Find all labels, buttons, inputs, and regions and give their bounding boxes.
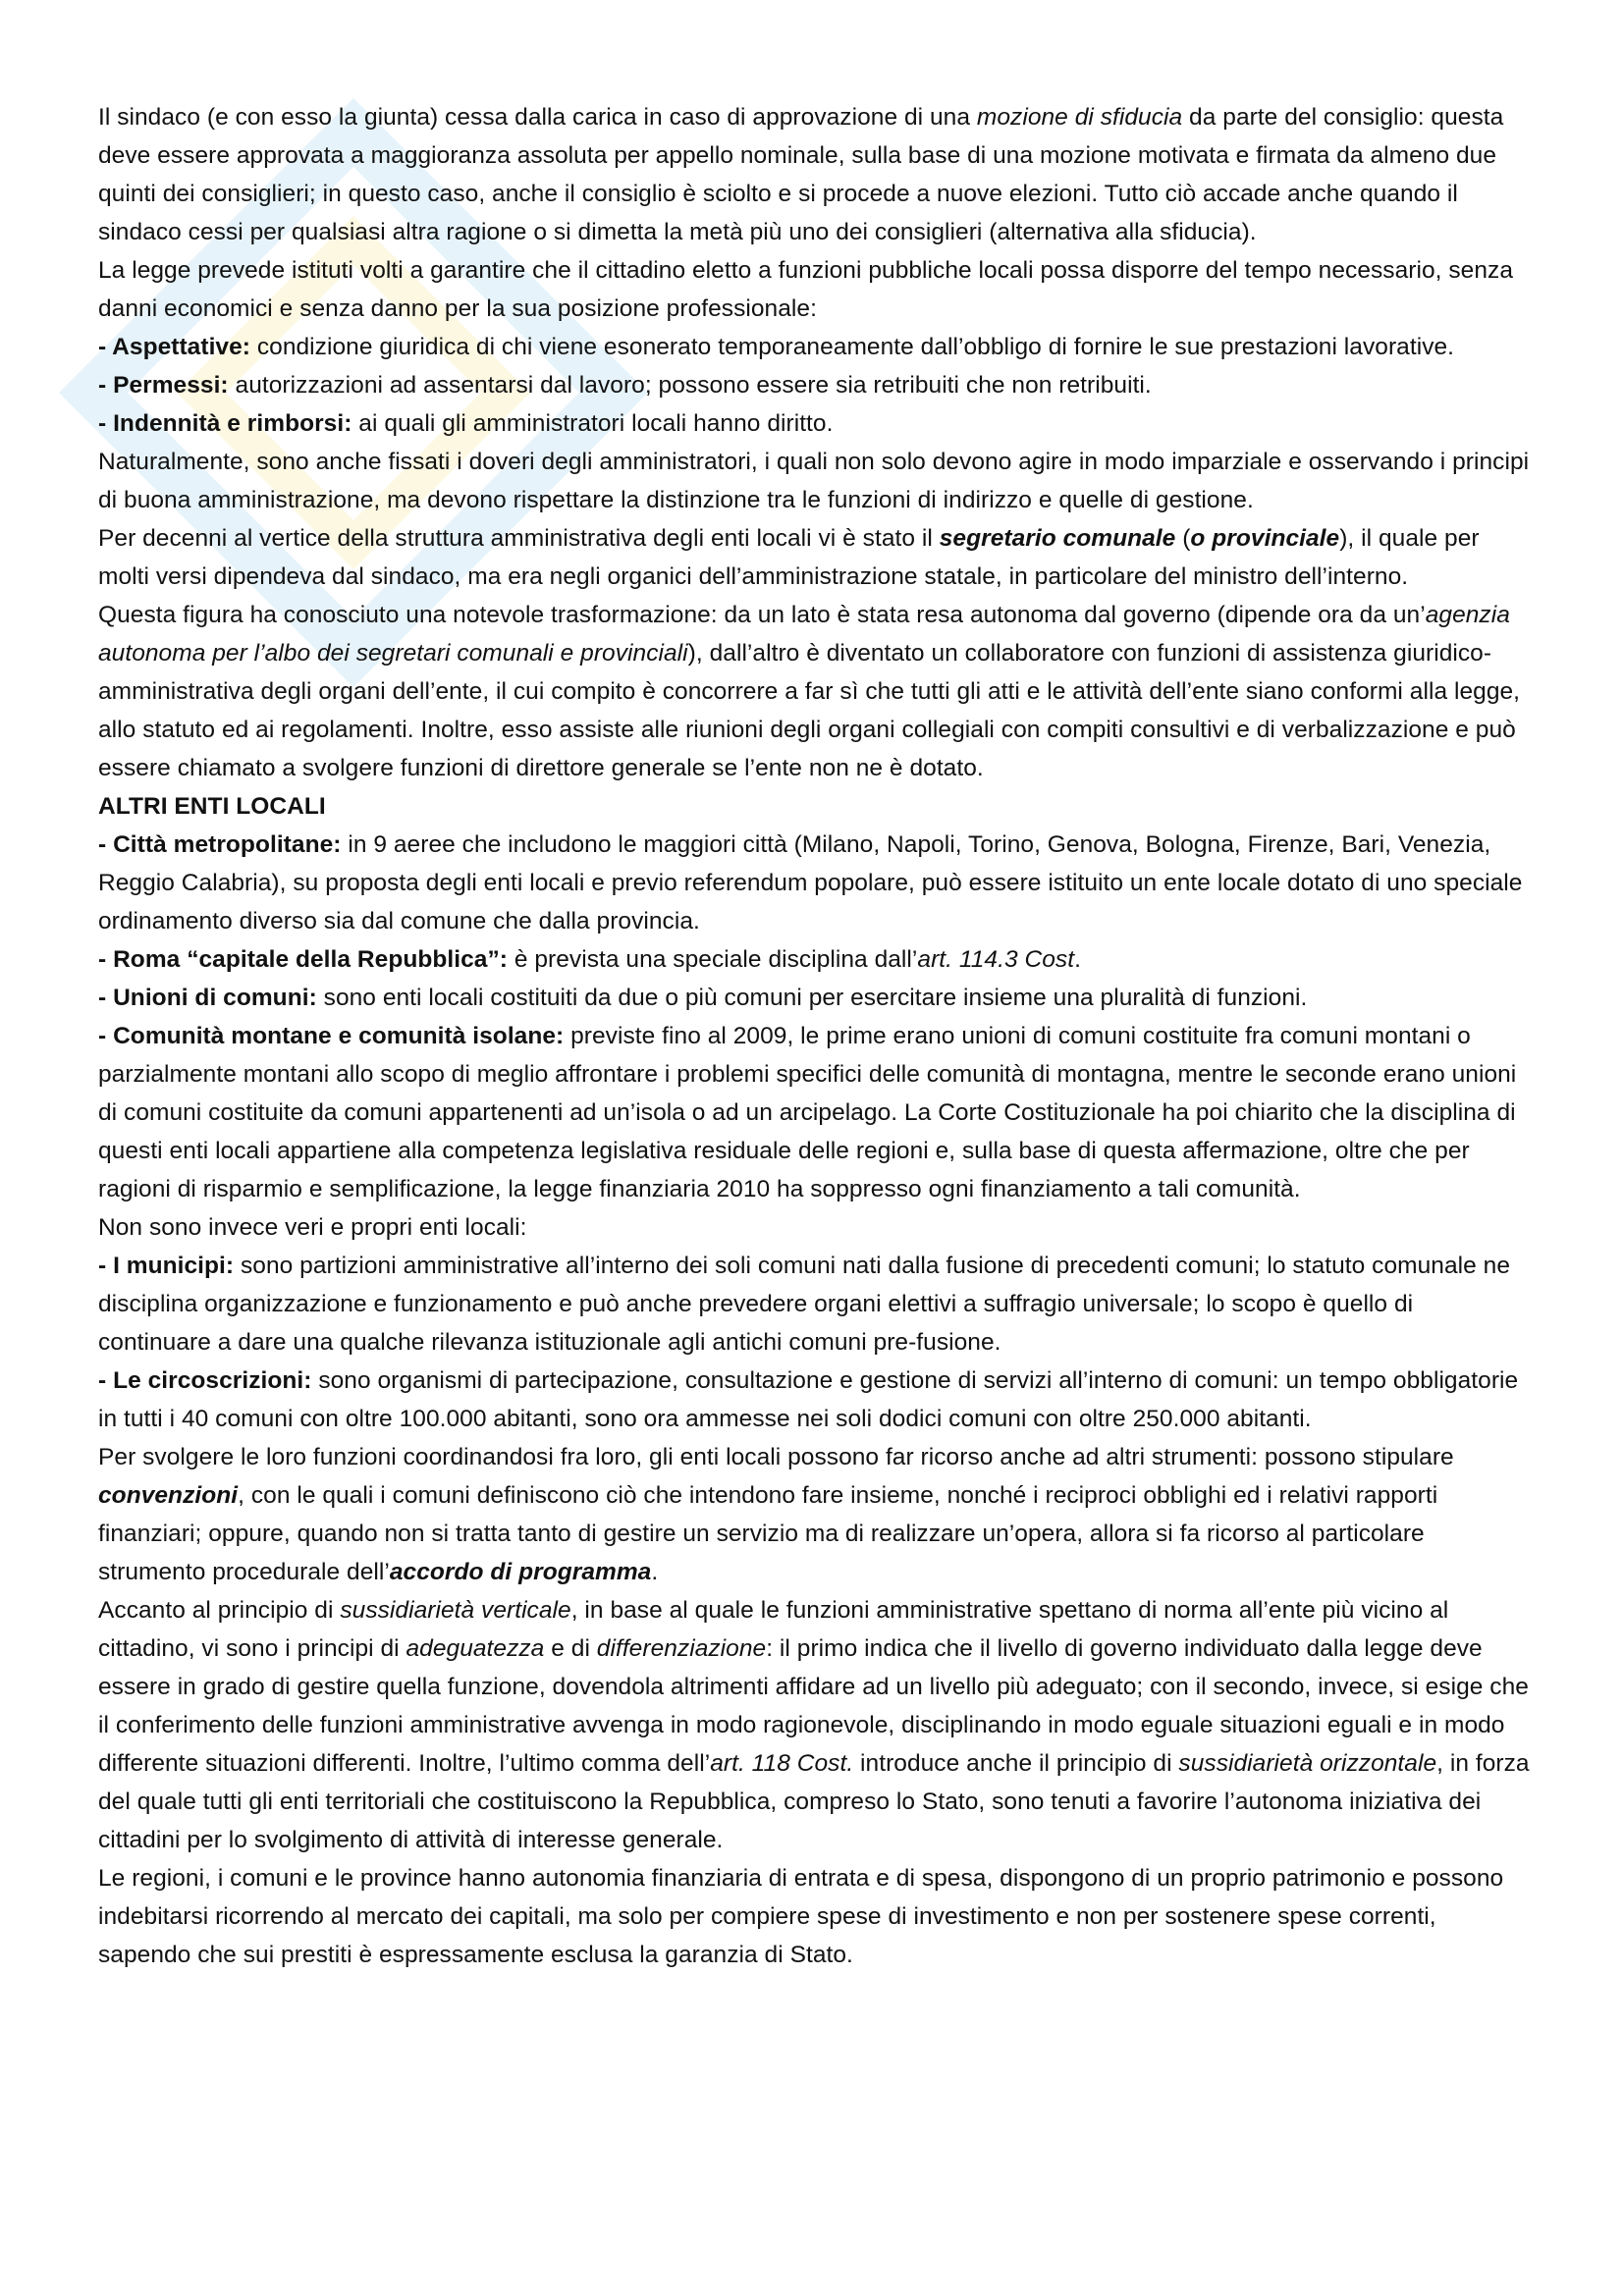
list-item-permessi: - Permessi: autorizzazioni ad assentarsi dal lavoro; possono essere sia retribuiti che non retribuiti. (98, 372, 1152, 399)
list-item-citta-metropolitane: - Città metropolitane: in 9 aeree che includono le maggiori città (Milano, Napoli, Torino, Genova, Bologna, Firenze, Bari, Venezia, Reggio Calabria), su proposta degli enti locali e previo referendum popolare, può essere istituito un ente locale dotato di uno speciale ordinamento diverso sia dal comune che dalla provincia. (98, 831, 1523, 934)
list-item-comunita: - Comunità montane e comunità isolane: previste fino al 2009, le prime erano unioni di comuni costituite fra comuni montani o parzialmente montani allo scopo di meglio affrontare i problemi specifici delle comunità di montagna, mentre le seconde erano unioni di comuni costituite da comuni appartenenti ad un’isola o ad un arcipelago. La Corte Costituzionale ha poi chiarito che la disciplina di questi enti locali appartiene alla competenza legislativa residuale delle regioni e, sulla base di questa affermazione, oltre che per ragioni di risparmio e semplificazione, la legge finanziaria 2010 ha soppresso ogni finanziamento a tali comunità. (98, 1023, 1517, 1202)
paragraph-sussidiarieta: Accanto al principio di sussidiarietà verticale, in base al quale le funzioni amministrative spettano di norma all’ente più vicino al cittadino, vi sono i principi di adeguatezza e di differenziazione: il primo indica che il livello di governo individuato dalla legge deve essere in grado di gestire quella funzione, dovendola altrimenti affidare ad un livello più adeguato; con il secondo, invece, si esige che il conferimento delle funzioni amministrative avvenga in modo ragionevole, disciplinando in modo eguale situazioni eguali e in modo differente situazioni differenti. Inoltre, l’ultimo comma dell’art. 118 Cost. introduce anche il principio di sussidiarietà orizzontale, in forza del quale tutti gli enti territoriali che costituiscono la Repubblica, compreso lo Stato, sono tenuti a favorire l’autonoma iniziativa dei cittadini per lo svolgimento di attività di interesse generale. (98, 1597, 1530, 1853)
section-heading-altri-enti: ALTRI ENTI LOCALI (98, 793, 326, 820)
list-item-aspettative: - Aspettative: condizione giuridica di chi viene esonerato temporaneamente dall’obbligo di fornire le sue prestazioni lavorative. (98, 334, 1455, 360)
paragraph-doveri: Naturalmente, sono anche fissati i doveri degli amministratori, i quali non solo devono agire in modo imparziale e osservando i principi di buona amministrazione, ma devono rispettare la distinzione tra le funzioni di indirizzo e quelle di gestione. (98, 449, 1530, 513)
paragraph-segretario: Per decenni al vertice della struttura amministrativa degli enti locali vi è stato il segretario comunale (o provinciale), il quale per molti versi dipendeva dal sindaco, ma era negli organici dell’amministrazione statale, in particolare del ministro dell’interno. (98, 525, 1480, 590)
list-item-circoscrizioni: - Le circoscrizioni: sono organismi di partecipazione, consultazione e gestione di servizi all’interno di comuni: un tempo obbligatorie in tutti i 40 comuni con oltre 100.000 abitanti, sono ora ammesse nei soli dodici comuni con oltre 250.000 abitanti. (98, 1367, 1519, 1432)
paragraph-autonomia-finanziaria: Le regioni, i comuni e le province hanno autonomia finanziaria di entrata e di spesa, dispongono di un proprio patrimonio e possono indebitarsi ricorrendo al mercato dei capitali, ma solo per compiere spese di investimento e non per sostenere spese correnti, sapendo che sui prestiti è espressamente esclusa la garanzia di Stato. (98, 1865, 1504, 1968)
paragraph-non-enti: Non sono invece veri e propri enti locali: (98, 1214, 527, 1241)
list-item-indennita: - Indennità e rimborsi: ai quali gli amministratori locali hanno diritto. (98, 410, 834, 437)
paragraph-istituti: La legge prevede istituti volti a garantire che il cittadino eletto a funzioni pubbliche locali possa disporre del tempo necessario, senza danni economici e senza danno per la sua posizione professionale: (98, 257, 1513, 322)
paragraph-trasformazione: Questa figura ha conosciuto una notevole trasformazione: da un lato è stata resa autonoma dal governo (dipende ora da un’agenzia autonoma per l’albo dei segretari comunali e provinciali), dall’altro è diventato un collaboratore con funzioni di assistenza giuridico-amministrativa degli organi dell’ente, il cui compito è concorrere a far sì che tutti gli atti e le attività dell’ente siano conformi alla legge, allo statuto ed ai regolamenti. Inoltre, esso assiste alle riunioni degli organi collegiali con compiti consultivi e di verbalizzazione e può essere chiamato a svolgere funzioni di direttore generale se l’ente non ne è dotato. (98, 602, 1521, 781)
document-page (98, 98, 1532, 1974)
paragraph-strumenti: Per svolgere le loro funzioni coordinandosi fra loro, gli enti locali possono far ricorso anche ad altri strumenti: possono stipulare convenzioni, con le quali i comuni definiscono ciò che intendono fare insieme, nonché i reciproci obblighi ed i relativi rapporti finanziari; oppure, quando non si tratta tanto di gestire un servizio ma di realizzare un’opera, allora si fa ricorso al particolare strumento procedurale dell’accordo di programma. (98, 1444, 1454, 1585)
list-item-roma: - Roma “capitale della Repubblica”: è prevista una speciale disciplina dall’art. 114.3 Cost. (98, 946, 1081, 973)
paragraph-sfiducia: Il sindaco (e con esso la giunta) cessa dalla carica in caso di approvazione di una mozione di sfiducia da parte del consiglio: questa deve essere approvata a maggioranza assoluta per appello nominale, sulla base di una mozione motivata e firmata da almeno due quinti dei consiglieri; in questo caso, anche il consiglio è sciolto e si procede a nuove elezioni. Tutto ciò accade anche quando il sindaco cessi per qualsiasi altra ragione o si dimetta la metà più uno dei consiglieri (alternativa alla sfiducia). (98, 104, 1504, 245)
list-item-unioni: - Unioni di comuni: sono enti locali costituiti da due o più comuni per esercitare insieme una pluralità di funzioni. (98, 985, 1308, 1011)
list-item-municipi: - I municipi: sono partizioni amministrative all’interno dei soli comuni nati dalla fusione di precedenti comuni; lo statuto comunale ne disciplina organizzazione e funzionamento e può anche prevedere organi elettivi a suffragio universale; lo scopo è quello di continuare a dare una qualche rilevanza istituzionale agli antichi comuni pre-fusione. (98, 1253, 1511, 1356)
